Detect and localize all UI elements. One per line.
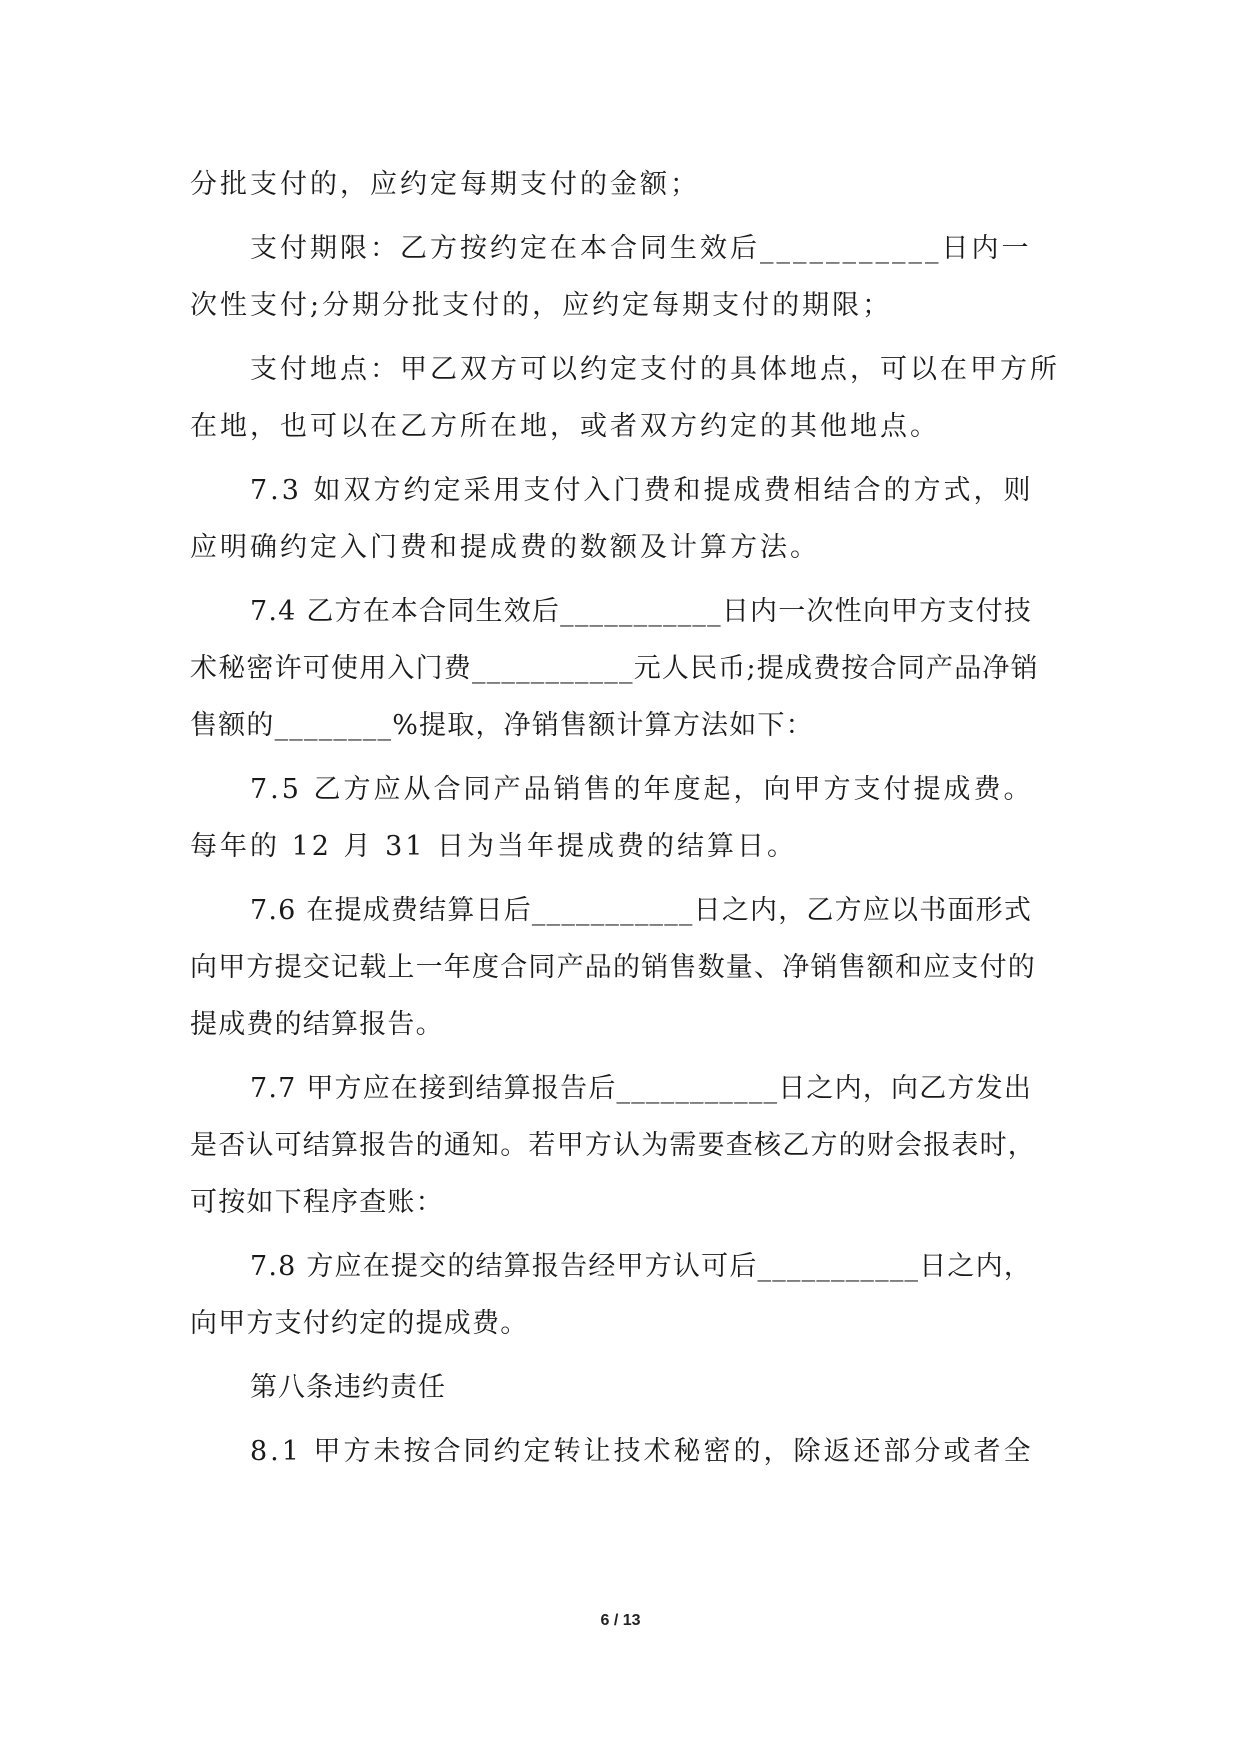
document-body xyxy=(190,156,1060,1487)
paragraph: 支付地点：甲乙双方可以约定支付的具体地点，可以在甲方所在地，也可以在乙方所在地，或者双方约定的其他地点。 xyxy=(190,354,1060,442)
paragraph: 分批支付的，应约定每期支付的金额； xyxy=(190,169,700,200)
section-heading: 第八条违约责任 xyxy=(250,1372,446,1403)
paragraph: 7.7 甲方应在接到结算报告后___________日之内，向乙方发出是否认可结算报告的通知。若甲方认为需要查核乙方的财会报表时，可按如下程序查账： xyxy=(190,1073,1036,1218)
paragraph: 7.5 乙方应从合同产品销售的年度起，向甲方支付提成费。每年的 12 月 31 日为当年提成费的结算日。 xyxy=(190,774,1034,862)
paragraph: 支付期限：乙方按约定在本合同生效后___________日内一次性支付;分期分批支付的，应约定每期支付的期限； xyxy=(190,233,1032,321)
paragraph: 7.4 乙方在本合同生效后___________日内一次性向甲方支付技术秘密许可使用入门费___________元人民币;提成费按合同产品净销售额的________%提取，净销售额计算方法如下： xyxy=(190,596,1039,741)
paragraph: 7.6 在提成费结算日后___________日之内，乙方应以书面形式向甲方提交记载上一年度合同产品的销售数量、净销售额和应支付的提成费的结算报告。 xyxy=(190,895,1036,1040)
paragraph: 7.3 如双方约定采用支付入门费和提成费相结合的方式，则应明确约定入门费和提成费的数额及计算方法。 xyxy=(190,475,1034,563)
paragraph: 8.1 甲方未按合同约定转让技术秘密的，除返还部分或者全 xyxy=(250,1436,1034,1467)
page-number: 6 / 13 xyxy=(600,1612,641,1629)
paragraph: 7.8 方应在提交的结算报告经甲方认可后___________日之内，向甲方支付约定的提成费。 xyxy=(190,1251,1033,1339)
